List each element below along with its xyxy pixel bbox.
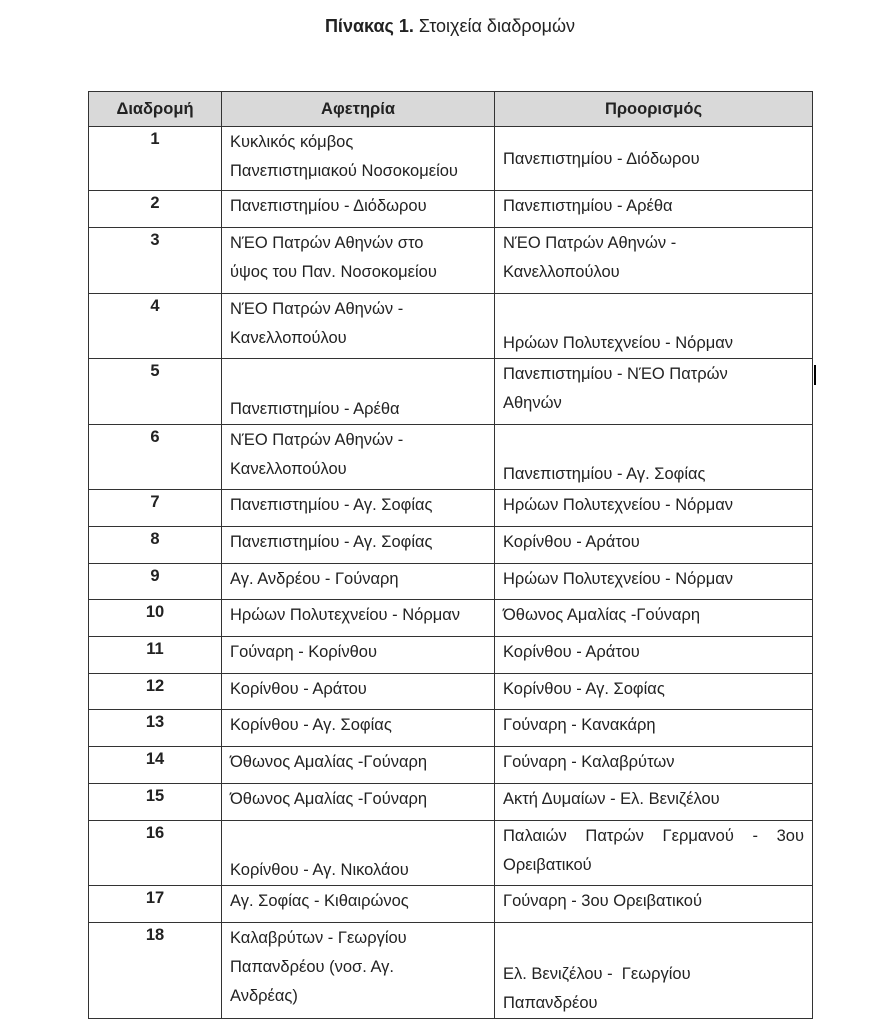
table-row <box>89 710 813 747</box>
route-number: 9 <box>89 564 222 600</box>
table-row <box>89 294 813 359</box>
destination-line: Ηρώων Πολυτεχνείου - Νόρμαν <box>503 496 734 514</box>
route-number: 4 <box>89 294 222 359</box>
route-number: 2 <box>89 191 222 228</box>
start-cell <box>222 923 495 1019</box>
route-number: 1 <box>89 127 222 191</box>
destination-line: Ηρώων Πολυτεχνείου - Νόρμαν <box>503 334 734 352</box>
table-row <box>89 228 813 294</box>
table-row <box>89 886 813 923</box>
routes-table <box>88 91 813 1019</box>
destination-line: Ελ. Βενιζέλου - Γεωργίου <box>503 965 691 983</box>
start-cell <box>222 674 495 710</box>
start-cell <box>222 294 495 359</box>
destination-cell <box>495 127 813 191</box>
destination-cell <box>495 886 813 923</box>
destination-line: Ακτή Δυμαίων - Ελ. Βενιζέλου <box>503 790 720 808</box>
destination-line: Γούναρη - Καλαβρύτων <box>503 753 675 771</box>
start-cell <box>222 490 495 527</box>
route-number: 13 <box>89 710 222 747</box>
table-row <box>89 490 813 527</box>
destination-line: Πανεπιστημίου - Διόδωρου <box>503 149 700 168</box>
caption-text: Στοιχεία διαδρομών <box>418 16 576 36</box>
start-line: Πανεπιστημίου - Αγ. Σοφίας <box>230 496 433 514</box>
start-line: Γούναρη - Κορίνθου <box>230 643 377 661</box>
destination-cell <box>495 674 813 710</box>
route-number: 7 <box>89 490 222 527</box>
start-cell <box>222 747 495 784</box>
table-row <box>89 527 813 564</box>
text-cursor <box>814 365 816 385</box>
start-cell <box>222 527 495 564</box>
start-cell <box>222 564 495 600</box>
destination-cell <box>495 784 813 821</box>
destination-cell <box>495 359 813 425</box>
destination-line: Αθηνών <box>503 394 562 412</box>
destination-line: Κανελλοπούλου <box>503 263 620 281</box>
table-row <box>89 784 813 821</box>
table-row <box>89 923 813 1019</box>
destination-cell <box>495 490 813 527</box>
table-row <box>89 191 813 228</box>
destination-cell <box>495 527 813 564</box>
destination-line: Κορίνθου - Αράτου <box>503 533 640 551</box>
start-line: Πανεπιστημίου - Αγ. Σοφίας <box>230 533 433 551</box>
destination-line: Γούναρη - Κανακάρη <box>503 716 656 734</box>
header-row <box>89 92 813 127</box>
table-row <box>89 359 813 425</box>
route-number: 5 <box>89 359 222 425</box>
caption-label: Πίνακας 1. <box>324 16 414 36</box>
start-cell <box>222 710 495 747</box>
route-number: 11 <box>89 637 222 674</box>
route-number: 12 <box>89 674 222 710</box>
table-row <box>89 600 813 637</box>
destination-cell <box>495 294 813 359</box>
destination-line: Πανεπιστημίου - Αγ. Σοφίας <box>503 465 706 483</box>
table-row <box>89 127 813 191</box>
destination-line: Παπανδρέου <box>503 994 598 1012</box>
destination-line: Όθωνος Αμαλίας -Γούναρη <box>503 606 701 624</box>
start-line: Καλαβρύτων - Γεωργίου <box>230 929 407 947</box>
destination-cell <box>495 564 813 600</box>
destination-cell <box>495 191 813 228</box>
start-line: ΝΈΟ Πατρών Αθηνών - <box>230 431 404 449</box>
route-number: 16 <box>89 821 222 886</box>
start-line: Παπανδρέου (νοσ. Αγ. <box>230 958 395 976</box>
route-number: 6 <box>89 425 222 490</box>
table-row <box>89 821 813 886</box>
destination-line: ΝΈΟ Πατρών Αθηνών - <box>503 234 677 252</box>
destination-line: Γούναρη - 3ου Ορειβατικού <box>503 892 702 910</box>
start-line: Κορίνθου - Αγ. Νικολάου <box>230 861 409 879</box>
destination-line: Πανεπιστημίου - Αρέθα <box>503 197 673 215</box>
start-cell <box>222 886 495 923</box>
route-number: 15 <box>89 784 222 821</box>
header-destination: Προορισμός <box>495 92 813 127</box>
start-line: ΝΈΟ Πατρών Αθηνών - <box>230 300 404 318</box>
destination-cell <box>495 821 813 886</box>
table-row <box>89 674 813 710</box>
route-number: 17 <box>89 886 222 923</box>
route-number: 18 <box>89 923 222 1019</box>
start-line: Ηρώων Πολυτεχνείου - Νόρμαν <box>230 606 461 624</box>
start-line: Κυκλικός κόμβος <box>230 133 354 151</box>
table-row <box>89 747 813 784</box>
start-line: Όθωνος Αμαλίας -Γούναρη <box>230 790 428 808</box>
destination-line: Κορίνθου - Αράτου <box>503 643 640 661</box>
start-line: Ανδρέας) <box>230 987 298 1005</box>
start-cell <box>222 127 495 191</box>
start-cell <box>222 600 495 637</box>
start-line: ύψος του Παν. Νοσοκομείου <box>230 263 437 281</box>
start-line: Αγ. Ανδρέου - Γούναρη <box>230 570 399 588</box>
start-line: Πανεπιστημίου - Διόδωρου <box>230 197 427 215</box>
start-line: Κορίνθου - Αράτου <box>230 680 367 698</box>
destination-line: Πανεπιστημίου - ΝΈΟ Πατρών <box>503 365 728 383</box>
start-cell <box>222 784 495 821</box>
start-cell <box>222 228 495 294</box>
header-route: Διαδρομή <box>89 92 222 127</box>
route-number: 10 <box>89 600 222 637</box>
start-cell <box>222 191 495 228</box>
header-start: Αφετηρία <box>222 92 495 127</box>
destination-line: Ορειβατικού <box>503 856 592 874</box>
start-cell <box>222 821 495 886</box>
destination-cell <box>495 228 813 294</box>
destination-line: Παλαιών Πατρών Γερμανού - 3ου <box>503 827 804 845</box>
destination-cell <box>495 923 813 1019</box>
start-cell <box>222 425 495 490</box>
start-line: Κανελλοπούλου <box>230 329 347 347</box>
destination-cell <box>495 710 813 747</box>
destination-cell <box>495 600 813 637</box>
start-line: Πανεπιστημίου - Αρέθα <box>230 400 400 418</box>
route-number: 3 <box>89 228 222 294</box>
destination-line: Κορίνθου - Αγ. Σοφίας <box>503 680 665 698</box>
route-number: 8 <box>89 527 222 564</box>
start-line: Πανεπιστημιακού Νοσοκομείου <box>230 162 458 180</box>
start-line: Κορίνθου - Αγ. Σοφίας <box>230 716 392 734</box>
destination-line: Ηρώων Πολυτεχνείου - Νόρμαν <box>503 570 734 588</box>
start-line: Όθωνος Αμαλίας -Γούναρη <box>230 753 428 771</box>
destination-cell <box>495 425 813 490</box>
start-cell <box>222 637 495 674</box>
start-cell <box>222 359 495 425</box>
start-line: Αγ. Σοφίας - Κιθαιρώνος <box>230 892 409 910</box>
table-row <box>89 637 813 674</box>
table-row <box>89 564 813 600</box>
table-caption <box>0 16 874 37</box>
route-number: 14 <box>89 747 222 784</box>
destination-cell <box>495 637 813 674</box>
table-row <box>89 425 813 490</box>
start-line: Κανελλοπούλου <box>230 460 347 478</box>
start-line: ΝΈΟ Πατρών Αθηνών στο <box>230 234 424 252</box>
destination-cell <box>495 747 813 784</box>
